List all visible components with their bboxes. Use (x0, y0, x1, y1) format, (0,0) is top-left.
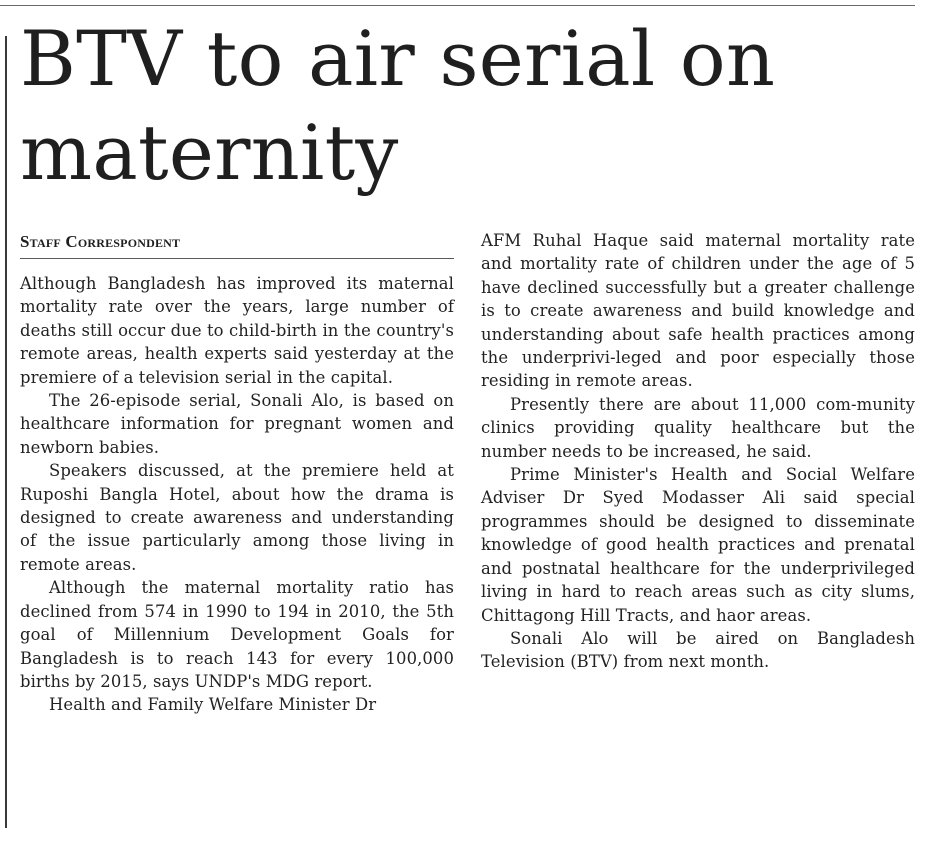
byline-underline (20, 258, 454, 259)
paragraph: Speakers discussed, at the premiere held at Ruposhi Bangla Hotel, about how the drama is designed to create awareness and understanding of the issue particularly among those living in remote areas. (20, 461, 454, 574)
article-column-left (20, 272, 454, 717)
paragraph: AFM Ruhal Haque said maternal mortality rate and mortality rate of children under the age of 5 have declined successfully but a greater challenge is to create awareness and build knowledge and understanding about safe health practices among the underprivi-leged and poor especially those residing in remote areas. (481, 231, 915, 391)
paragraph: Presently there are about 11,000 com-munity clinics providing quality healthcare but the number needs to be increased, he said. (481, 394, 915, 461)
paragraph: Health and Family Welfare Minister Dr (49, 695, 377, 715)
paragraph: The 26-episode serial, Sonali Alo, is based on healthcare information for pregnant women and newborn babies. (20, 391, 454, 457)
top-divider (0, 5, 915, 6)
paragraph: Although the maternal mortality ratio has declined from 574 in 1990 to 194 in 2010, the 5th goal of Millennium Development Goals for Bangladesh is to reach 143 for every 100,000 births by 2015, says UNDP's MDG report. (20, 578, 454, 691)
paragraph: Although Bangladesh has improved its maternal mortality rate over the years, large number of deaths still occur due to child-birth in the country's remote areas, health experts said yesterday at the premiere of a television serial in the capital. (20, 274, 454, 387)
paragraph: Sonali Alo will be aired on Bangladesh Television (BTV) from next month. (481, 628, 915, 672)
article-column-right (481, 229, 915, 674)
left-margin-rule (5, 36, 7, 828)
paragraph: Prime Minister's Health and Social Welfare Adviser Dr Syed Modasser Ali said special programmes should be designed to disseminate knowledge of good health practices and prenatal and postnatal healthcare for the underprivileged living in hard to reach areas such as city slums, Chittagong Hill Tracts, and haor areas. (481, 465, 915, 625)
article-headline: BTV to air serial on maternity (20, 14, 776, 197)
article-byline: Staff Correspondent (20, 232, 181, 251)
